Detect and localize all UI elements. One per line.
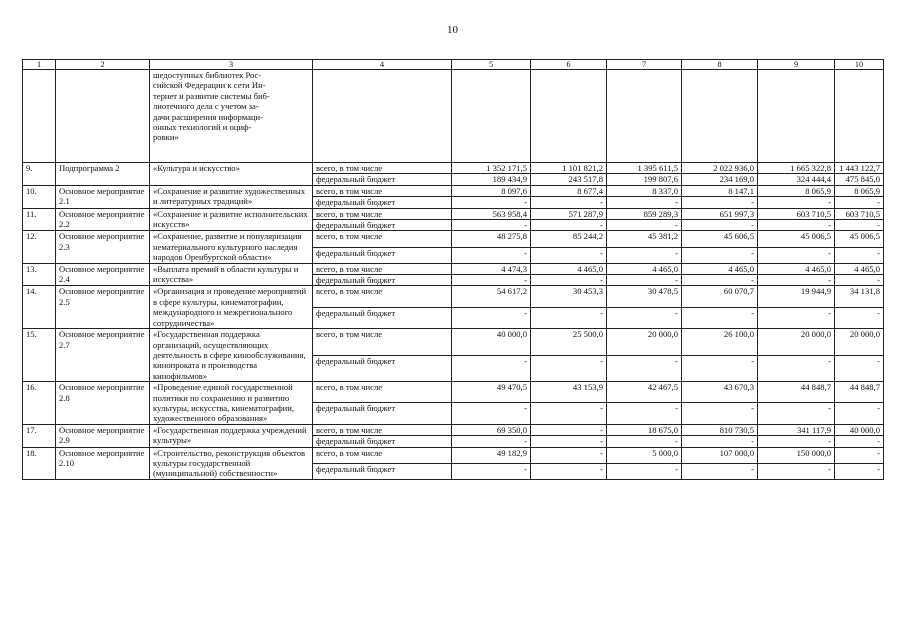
table-row — [23, 185, 884, 196]
table-row — [23, 329, 884, 356]
amount-cell: - — [758, 403, 835, 424]
program-name: Основное мероприятие 2.1 — [56, 185, 150, 208]
amount-cell: 44 848,7 — [758, 382, 835, 403]
funding-type-label: федеральный бюджет — [313, 436, 452, 447]
amount-cell: 45 006,5 — [758, 231, 835, 247]
amount-cell: - — [607, 463, 682, 479]
amount-cell: 60 070,7 — [682, 286, 758, 307]
amount-cell: 34 131,8 — [835, 286, 884, 307]
cell-empty — [452, 70, 531, 163]
header-cell: 7 — [607, 60, 682, 70]
program-name: Основное мероприятие 2.2 — [56, 208, 150, 231]
amount-cell: - — [452, 307, 531, 328]
amount-cell: 4 465,0 — [835, 263, 884, 274]
amount-cell: 44 848,7 — [835, 382, 884, 403]
funding-type-label: всего, в том числе — [313, 163, 452, 174]
header-cell: 2 — [56, 60, 150, 70]
amount-cell: 150 000,0 — [758, 447, 835, 463]
amount-cell: 234 169,0 — [682, 174, 758, 185]
row-number: 10. — [23, 185, 56, 208]
amount-cell: - — [682, 355, 758, 382]
header-cell: 3 — [150, 60, 313, 70]
funding-type-label: всего, в том числе — [313, 263, 452, 274]
amount-cell: 48 275,8 — [452, 231, 531, 247]
amount-cell: - — [531, 424, 607, 435]
amount-cell: 1 395 611,5 — [607, 163, 682, 174]
amount-cell: - — [682, 220, 758, 231]
amount-cell: 49 182,9 — [452, 447, 531, 463]
amount-cell: 26 100,0 — [682, 329, 758, 356]
funding-type-label: федеральный бюджет — [313, 247, 452, 263]
amount-cell: 341 117,9 — [758, 424, 835, 435]
table-row — [23, 286, 884, 307]
amount-cell: 199 807,6 — [607, 174, 682, 185]
program-title: «Государственная поддержка организаций, осуществляющих деятельность в сфере кинообслуживания, кинопроката и производства кинофильмов» — [150, 329, 313, 382]
program-title: «Сохранение и развитие исполнительских искусств» — [150, 208, 313, 231]
amount-cell: - — [682, 463, 758, 479]
amount-cell: - — [531, 436, 607, 447]
amount-cell: 8 677,4 — [531, 185, 607, 196]
header-cell: 9 — [758, 60, 835, 70]
funding-type-label: федеральный бюджет — [313, 275, 452, 286]
amount-cell: 8 097,6 — [452, 185, 531, 196]
funding-type-label: всего, в том числе — [313, 382, 452, 403]
funding-type-label: федеральный бюджет — [313, 220, 452, 231]
cell-empty — [758, 70, 835, 163]
program-name: Основное мероприятие 2.4 — [56, 263, 150, 286]
row-number: 9. — [23, 163, 56, 186]
row-number: 13. — [23, 263, 56, 286]
amount-cell: 2 022 936,0 — [682, 163, 758, 174]
program-title: «Сохранение и развитие художественных и литературных традиций» — [150, 185, 313, 208]
amount-cell: 4 474,3 — [452, 263, 531, 274]
table-row — [23, 382, 884, 403]
amount-cell: - — [607, 307, 682, 328]
amount-cell: 49 470,5 — [452, 382, 531, 403]
amount-cell: 43 153,9 — [531, 382, 607, 403]
row-number: 16. — [23, 382, 56, 425]
amount-cell: 18 675,0 — [607, 424, 682, 435]
table-row — [23, 263, 884, 274]
row-number: 12. — [23, 231, 56, 263]
amount-cell: 243 517,8 — [531, 174, 607, 185]
amount-cell: 8 065,9 — [758, 185, 835, 196]
row-number: 15. — [23, 329, 56, 382]
funding-type-label: всего, в том числе — [313, 447, 452, 463]
row-number: 17. — [23, 424, 56, 447]
amount-cell: 4 465,0 — [682, 263, 758, 274]
funding-type-label: федеральный бюджет — [313, 197, 452, 208]
amount-cell: 4 465,0 — [758, 263, 835, 274]
amount-cell: - — [682, 307, 758, 328]
cell-empty — [313, 70, 452, 163]
cell-empty — [23, 70, 56, 163]
amount-cell: 42 467,5 — [607, 382, 682, 403]
row-number: 18. — [23, 447, 56, 479]
amount-cell: 25 500,0 — [531, 329, 607, 356]
program-title: «Проведение единой государственной политики по сохранению и развитию культуры, искусства, кинематографии, художественного образования» — [150, 382, 313, 425]
program-title: «Строительство, реконструкция объектов культуры государственной (муниципальной) собственности» — [150, 447, 313, 479]
table-header-row — [23, 60, 884, 70]
amount-cell: 85 244,2 — [531, 231, 607, 247]
amount-cell: - — [835, 447, 884, 463]
amount-cell: - — [682, 197, 758, 208]
amount-cell: 107 000,0 — [682, 447, 758, 463]
amount-cell: - — [835, 307, 884, 328]
amount-cell: - — [452, 275, 531, 286]
amount-cell: 1 443 122,7 — [835, 163, 884, 174]
amount-cell: - — [531, 197, 607, 208]
header-cell: 10 — [835, 60, 884, 70]
program-title: «Государственная поддержка учреждений культуры» — [150, 424, 313, 447]
amount-cell: - — [758, 436, 835, 447]
amount-cell: - — [758, 355, 835, 382]
amount-cell: 40 000,0 — [835, 424, 884, 435]
header-cell: 4 — [313, 60, 452, 70]
amount-cell: - — [835, 247, 884, 263]
header-cell: 8 — [682, 60, 758, 70]
cell-empty — [607, 70, 682, 163]
amount-cell: - — [607, 403, 682, 424]
amount-cell: 8 065,9 — [835, 185, 884, 196]
amount-cell: - — [607, 220, 682, 231]
amount-cell: - — [531, 463, 607, 479]
program-name: Основное мероприятие 2.8 — [56, 382, 150, 425]
amount-cell: - — [452, 463, 531, 479]
amount-cell: - — [531, 247, 607, 263]
amount-cell: - — [607, 436, 682, 447]
amount-cell: - — [835, 220, 884, 231]
program-title: «Сохранение, развитие и популяризация нематериального культурного наследия народов Оренбургской области» — [150, 231, 313, 263]
amount-cell: - — [607, 197, 682, 208]
header-cell: 6 — [531, 60, 607, 70]
cell-empty — [56, 70, 150, 163]
amount-cell: - — [758, 220, 835, 231]
amount-cell: - — [452, 197, 531, 208]
amount-cell: - — [682, 247, 758, 263]
amount-cell: - — [758, 247, 835, 263]
amount-cell: - — [531, 447, 607, 463]
amount-cell: - — [835, 463, 884, 479]
funding-type-label: федеральный бюджет — [313, 355, 452, 382]
amount-cell: - — [452, 436, 531, 447]
row-number: 14. — [23, 286, 56, 329]
amount-cell: - — [531, 220, 607, 231]
program-name: Основное мероприятие 2.7 — [56, 329, 150, 382]
funding-type-label: всего, в том числе — [313, 208, 452, 219]
amount-cell: - — [758, 463, 835, 479]
amount-cell: 8 147,1 — [682, 185, 758, 196]
amount-cell: - — [452, 220, 531, 231]
funding-type-label: федеральный бюджет — [313, 174, 452, 185]
amount-cell: 43 670,3 — [682, 382, 758, 403]
amount-cell: 40 000,0 — [452, 329, 531, 356]
funding-type-label: всего, в том числе — [313, 185, 452, 196]
program-name: Основное мероприятие 2.9 — [56, 424, 150, 447]
table-row — [23, 424, 884, 435]
amount-cell: - — [835, 436, 884, 447]
funding-type-label: федеральный бюджет — [313, 307, 452, 328]
funding-type-label: всего, в том числе — [313, 231, 452, 247]
table-row — [23, 447, 884, 463]
amount-cell: 19 944,9 — [758, 286, 835, 307]
amount-cell: - — [758, 275, 835, 286]
amount-cell: 30 453,3 — [531, 286, 607, 307]
amount-cell: 603 710,5 — [835, 208, 884, 219]
amount-cell: 1 101 821,2 — [531, 163, 607, 174]
amount-cell: 324 444,4 — [758, 174, 835, 185]
funding-type-label: всего, в том числе — [313, 329, 452, 356]
amount-cell: 45 381,2 — [607, 231, 682, 247]
amount-cell: 1 665 322,8 — [758, 163, 835, 174]
funding-type-label: всего, в том числе — [313, 286, 452, 307]
budget-table — [22, 59, 884, 480]
program-title: «Культура и искусство» — [150, 163, 313, 186]
amount-cell: - — [607, 355, 682, 382]
funding-type-label: федеральный бюджет — [313, 463, 452, 479]
amount-cell: - — [531, 307, 607, 328]
amount-cell: 859 289,3 — [607, 208, 682, 219]
amount-cell: 810 730,5 — [682, 424, 758, 435]
amount-cell: 45 006,5 — [835, 231, 884, 247]
cell-empty — [835, 70, 884, 163]
amount-cell: - — [835, 197, 884, 208]
amount-cell: 5 000,0 — [607, 447, 682, 463]
amount-cell: - — [607, 247, 682, 263]
amount-cell: - — [531, 275, 607, 286]
amount-cell: 20 000,0 — [607, 329, 682, 356]
amount-cell: - — [452, 355, 531, 382]
table-row — [23, 231, 884, 247]
amount-cell: 4 465,0 — [607, 263, 682, 274]
amount-cell: 54 617,2 — [452, 286, 531, 307]
amount-cell: - — [452, 247, 531, 263]
page-number: 10 — [447, 24, 458, 36]
continuation-text: шедоступных библиотек Рос- сийской Федерации к сети Ин- тернет и развитие системы биб- лиотечного дела с учетом за- дачи расширения информаци- онных технологий и оциф- ровки» — [150, 70, 313, 163]
amount-cell: - — [758, 307, 835, 328]
amount-cell: - — [682, 403, 758, 424]
amount-cell: 189 434,9 — [452, 174, 531, 185]
amount-cell: 69 350,0 — [452, 424, 531, 435]
amount-cell: - — [835, 355, 884, 382]
table-row — [23, 208, 884, 219]
program-title: «Организация и проведение мероприятий в сфере культуры, кинематографии, международного и межрегионального сотрудничества» — [150, 286, 313, 329]
amount-cell: - — [835, 403, 884, 424]
cell-empty — [531, 70, 607, 163]
amount-cell: 1 352 171,5 — [452, 163, 531, 174]
amount-cell: - — [531, 355, 607, 382]
amount-cell: 475 845,0 — [835, 174, 884, 185]
amount-cell: - — [607, 275, 682, 286]
amount-cell: - — [758, 197, 835, 208]
continuation-row — [23, 70, 884, 163]
amount-cell: 563 958,4 — [452, 208, 531, 219]
header-cell: 1 — [23, 60, 56, 70]
row-number: 11. — [23, 208, 56, 231]
amount-cell: 603 710,5 — [758, 208, 835, 219]
amount-cell: 651 997,3 — [682, 208, 758, 219]
amount-cell: 20 000,0 — [758, 329, 835, 356]
program-name: Основное мероприятие 2.3 — [56, 231, 150, 263]
program-title: «Выплата премий в области культуры и искусства» — [150, 263, 313, 286]
amount-cell: - — [682, 275, 758, 286]
program-name: Основное мероприятие 2.5 — [56, 286, 150, 329]
amount-cell: - — [531, 403, 607, 424]
program-name: Основное мероприятие 2.10 — [56, 447, 150, 479]
amount-cell: 8 337,0 — [607, 185, 682, 196]
amount-cell: - — [452, 403, 531, 424]
amount-cell: 4 465,0 — [531, 263, 607, 274]
funding-type-label: федеральный бюджет — [313, 403, 452, 424]
amount-cell: 571 287,9 — [531, 208, 607, 219]
amount-cell: - — [682, 436, 758, 447]
table-row — [23, 163, 884, 174]
cell-empty — [682, 70, 758, 163]
amount-cell: 45 606,5 — [682, 231, 758, 247]
program-name: Подпрограмма 2 — [56, 163, 150, 186]
funding-type-label: всего, в том числе — [313, 424, 452, 435]
amount-cell: 20 000,0 — [835, 329, 884, 356]
amount-cell: - — [835, 275, 884, 286]
header-cell: 5 — [452, 60, 531, 70]
amount-cell: 30 478,5 — [607, 286, 682, 307]
